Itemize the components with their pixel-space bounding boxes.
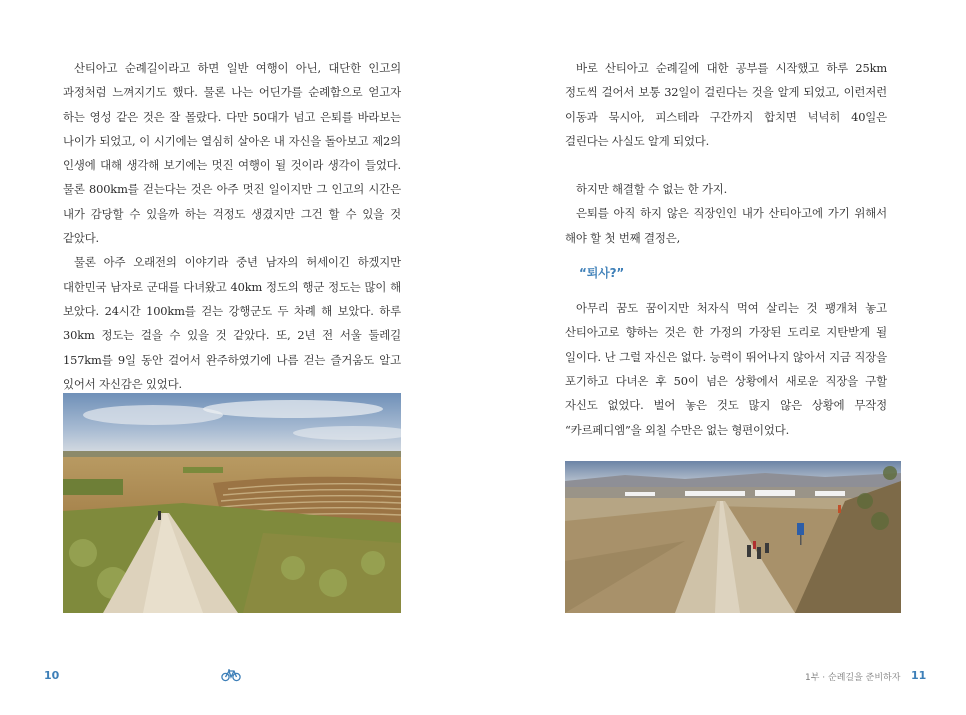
callout-quote: “퇴사?”: [579, 266, 625, 281]
right-page-body: [565, 56, 887, 442]
body-paragraph: 아무리 꿈도 꿈이지만 처자식 먹여 살리는 것 팽개쳐 놓고 산티아고로 향하는 것은 한 가정의 가장된 도리로 지탄받게 될 일이다. 난 그럴 자신은 없다. 능력이 뛰어나지 않아서 지금 직장을 포기하고 다녀온 후 50이 넘은 상황에서 새로운 직장을 구할 자신도 없었다. 벌어 놓은 것도 많지 않은 상황에 무작정 “카르페디엠”을 외칠 수만은 없는 형편이었다.: [565, 301, 887, 437]
page-number: 11: [911, 669, 927, 682]
body-paragraph: 은퇴를 아직 하지 않은 직장인인 내가 산티아고에 가기 위해서 해야 할 첫 번째 결정은,: [565, 206, 887, 245]
body-paragraph: 하지만 해결할 수 없는 한 가지.: [576, 182, 728, 197]
left-page-body: [63, 56, 401, 396]
meseta-landscape-photo: [63, 393, 401, 613]
body-paragraph: 물론 아주 오래전의 이야기라 중년 남자의 허세이긴 하겠지만 대한민국 남자로 군대를 다녀왔고 40km 정도의 행군 정도는 많이 해 보았다. 24시간 100km를 걷는 강행군도 두 차례 해 보았다. 하루 30km 정도는 걸을 수 있을 것 같았다. 또, 2년 전 서울 둘레길 157km를 9일 동안 걸어서 완주하였기에 나름 걷는 즐거움도 알고 있어서 자신감은 있었다.: [63, 255, 401, 391]
bicycle-icon: [221, 667, 241, 686]
body-paragraph: 산티아고 순례길이라고 하면 일반 여행이 아닌, 대단한 인고의 과정처럼 느껴지기도 했다. 물론 나는 어딘가를 순례함으로 얻고자 하는 영성 같은 것은 잘 몰랐다. 다만 50대가 넘고 은퇴를 바라보는 나이가 되었고, 이 시기에는 열심히 살아온 내 자신을 돌아보고 제2의 인생에 대해 생각해 보기에는 멋진 여행이 될 것이라 생각이 들었다. 물론 800km를 걷는다는 것은 아주 멋진 일이지만 그 인고의 시간은 내가 감당할 수 있을까 하는 걱정도 생겼지만 그건 할 수 있을 것 같았다.: [63, 61, 401, 246]
page-number: 10: [44, 669, 60, 682]
right-page: [483, 0, 966, 715]
pilgrims-road-photo: [565, 461, 901, 613]
running-head: 1부 · 순례길을 준비하자: [805, 673, 901, 683]
body-paragraph: 바로 산티아고 순례길에 대한 공부를 시작했고 하루 25km 정도씩 걸어서 보통 32일이 걸린다는 것을 알게 되었고, 이런저런 이동과 묵시아, 피스테라 구간까지 합치면 넉넉히 40일은 걸린다는 사실도 알게 되었다.: [565, 61, 887, 148]
